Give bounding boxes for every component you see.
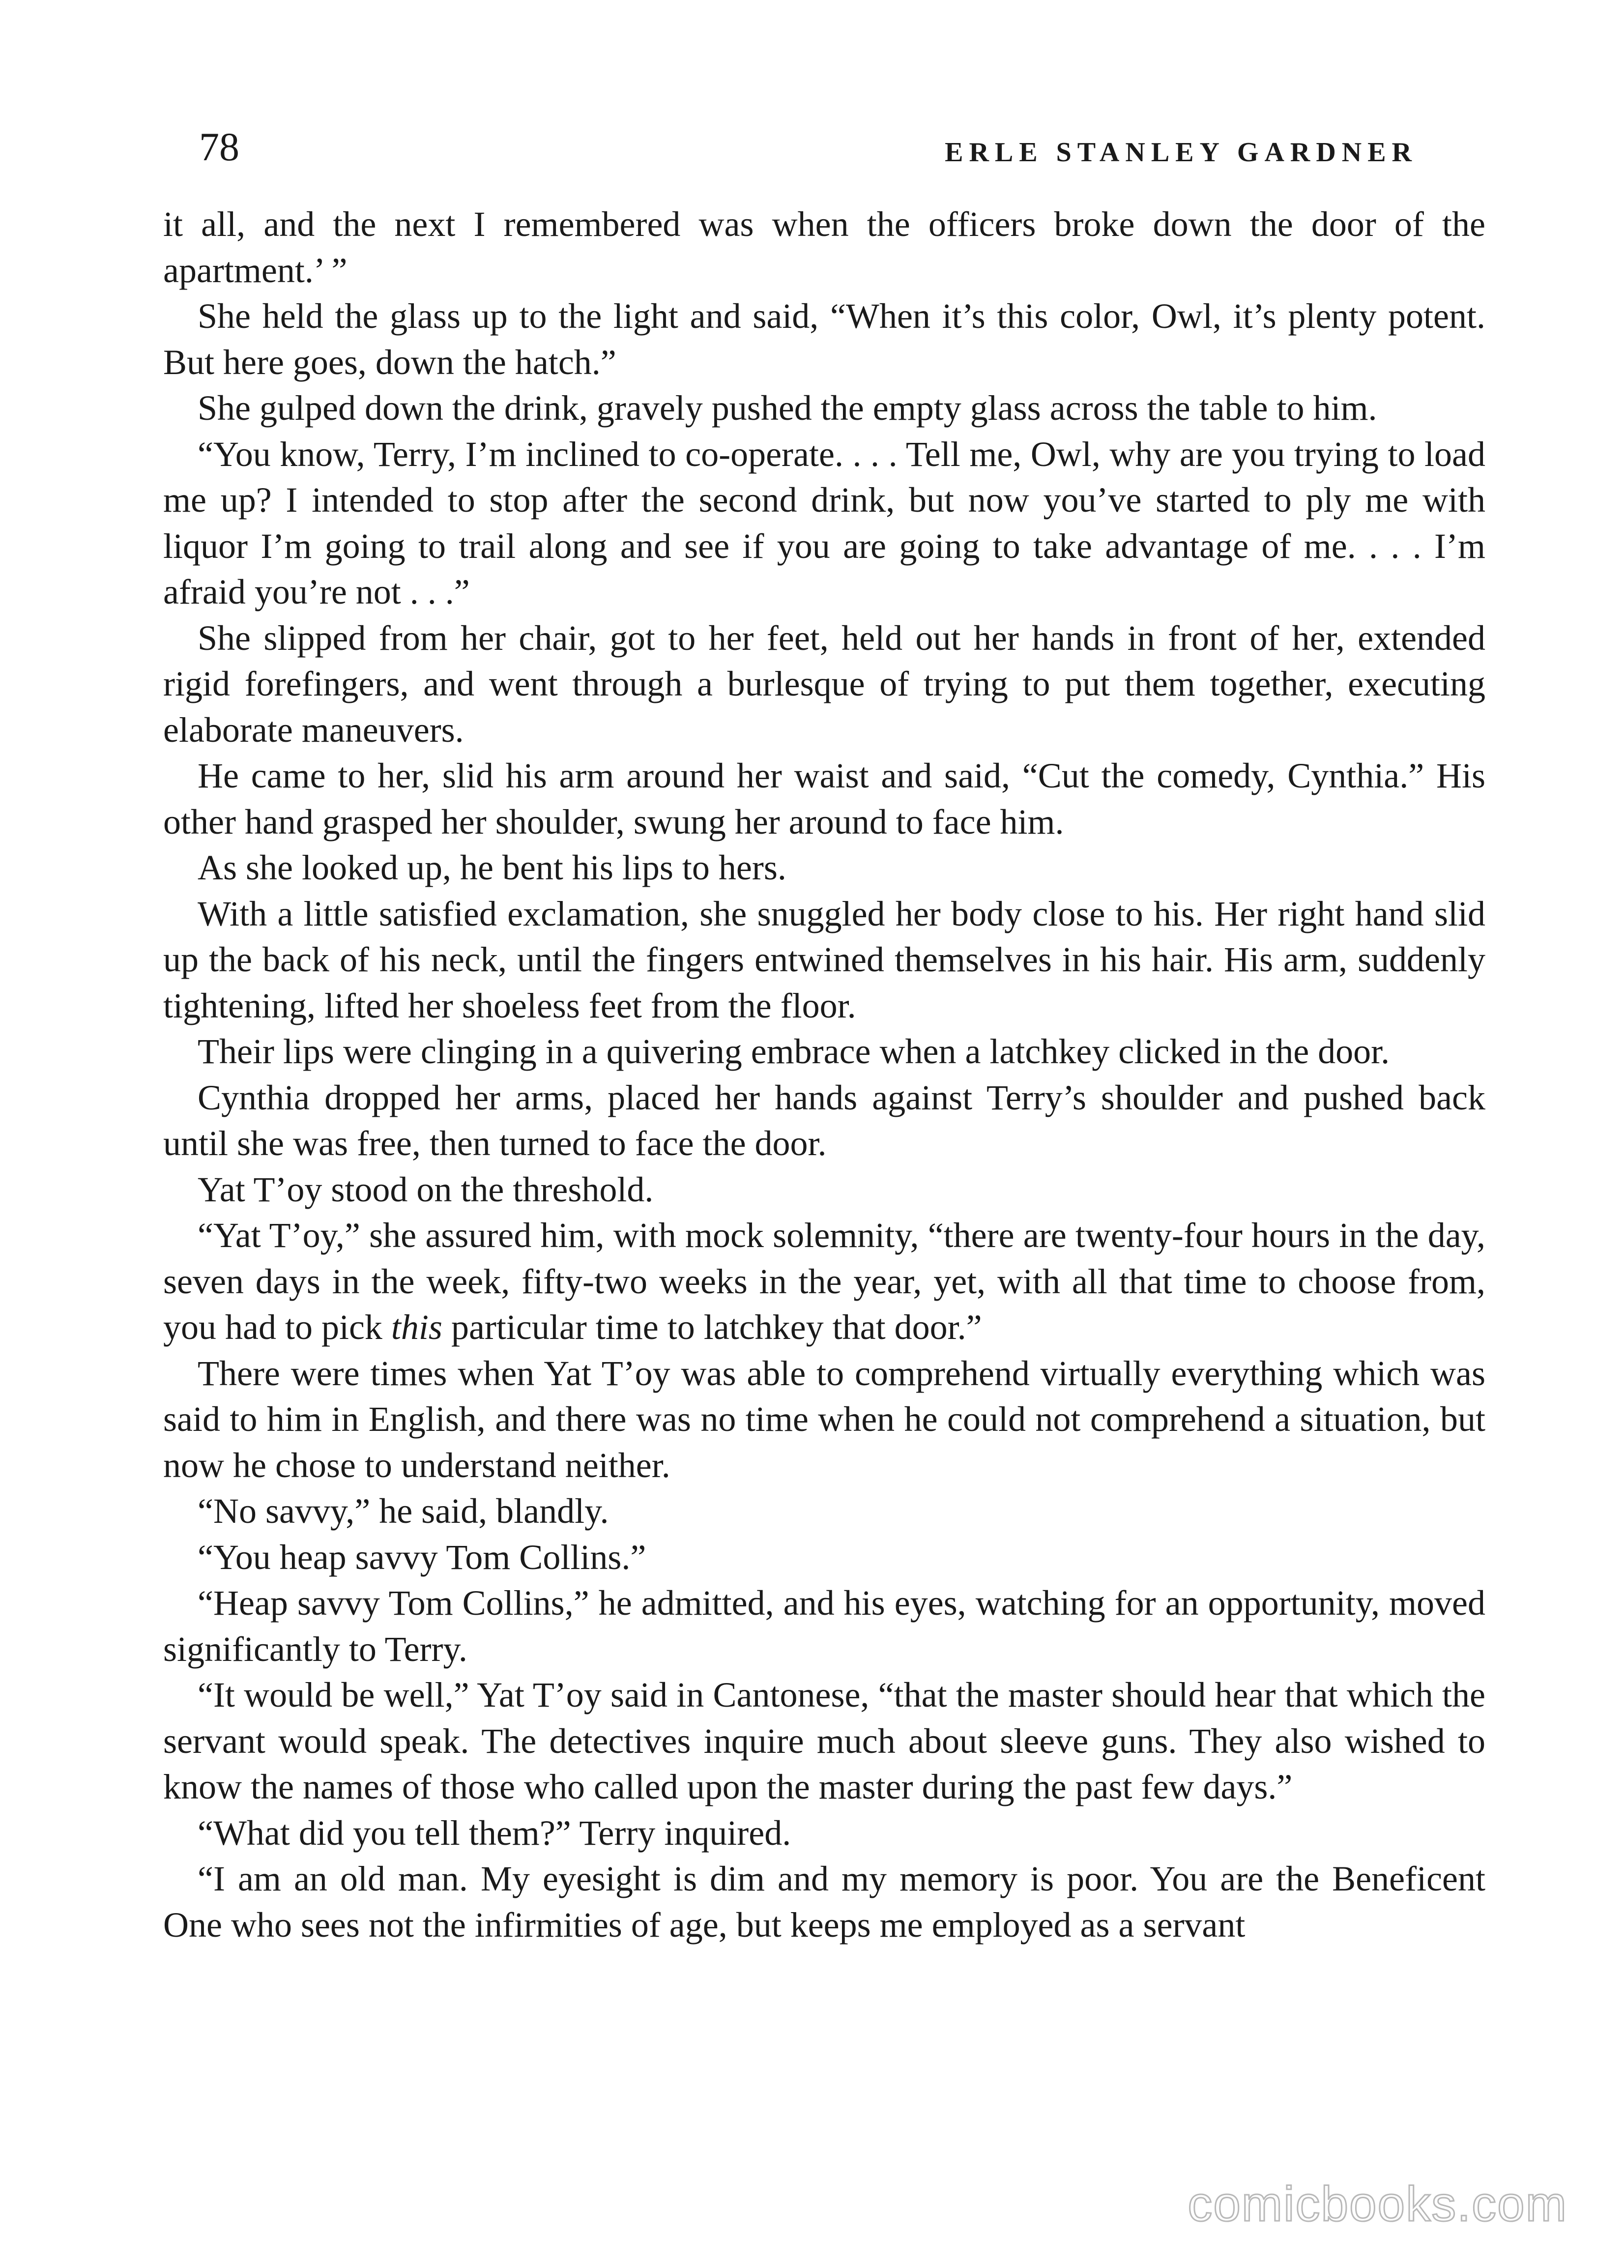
paragraph: Yat T’oy stood on the threshold. bbox=[198, 1169, 654, 1209]
watermark: comicbooks.com bbox=[1188, 2177, 1567, 2232]
paragraph-text: “Yat T’oy,” she assured him, with mock solemnity, “there are twenty-four hours in the day, seven days in the week, fifty-two weeks in the year, yet, with all that time to choose from, you had to pick bbox=[163, 1216, 1485, 1347]
paragraph: As she looked up, he bent his lips to hers. bbox=[198, 848, 786, 887]
paragraph: “It would be well,” Yat T’oy said in Cantonese, “that the master should hear that which the servant would speak. The detectives inquire much about sleeve guns. They also wished to know the names of those who called upon the master during the past few days.” bbox=[163, 1675, 1485, 1806]
paragraph: There were times when Yat T’oy was able to comprehend virtually everything which was said to him in English, and there was no time when he could not comprehend a situation, but now he chose to understand neither. bbox=[163, 1353, 1485, 1485]
paragraph: it all, and the next I remembered was when the officers broke down the door of the apartment.’ ” bbox=[163, 204, 1485, 290]
page-number: 78 bbox=[199, 124, 239, 169]
paragraph: Their lips were clinging in a quivering embrace when a latchkey clicked in the door. bbox=[198, 1032, 1390, 1071]
paragraph: With a little satisfied exclamation, she snuggled her body close to his. Her right hand slid up the back of his neck, until the fingers entwined themselves in his hair. His arm, suddenly tightening, lifted her shoeless feet from the floor. bbox=[163, 894, 1485, 1025]
paragraph bbox=[163, 1213, 1485, 1351]
paragraph: “You heap savvy Tom Collins.” bbox=[198, 1537, 646, 1577]
running-head: ERLE STANLEY GARDNER bbox=[945, 137, 1418, 168]
paragraph: He came to her, slid his arm around her waist and said, “Cut the comedy, Cynthia.” His other hand grasped her shoulder, swung her around to face him. bbox=[163, 756, 1485, 842]
paragraph: She held the glass up to the light and said, “When it’s this color, Owl, it’s plenty potent. But here goes, down the hatch.” bbox=[163, 296, 1485, 382]
paragraph: She gulped down the drink, gravely pushed the empty glass across the table to him. bbox=[198, 388, 1377, 428]
paragraph-text: particular time to latchkey that door.” bbox=[442, 1308, 982, 1347]
paragraph: “Heap savvy Tom Collins,” he admitted, and his eyes, watching for an opportunity, moved significantly to Terry. bbox=[163, 1583, 1485, 1669]
emphasized-word: this bbox=[391, 1308, 442, 1347]
paragraph: Cynthia dropped her arms, placed her hands against Terry’s shoulder and pushed back until she was free, then turned to face the door. bbox=[163, 1077, 1485, 1163]
paragraph: “No savvy,” he said, blandly. bbox=[198, 1491, 609, 1531]
paragraph: “What did you tell them?” Terry inquired. bbox=[198, 1813, 791, 1853]
paragraph: She slipped from her chair, got to her feet, held out her hands in front of her, extended rigid forefingers, and went through a burlesque of trying to put them together, executing elaborate maneuvers. bbox=[163, 618, 1485, 750]
paragraph: “You know, Terry, I’m inclined to co-operate. . . . Tell me, Owl, why are you trying to load me up? I intended to stop after the second drink, but now you’ve started to ply me with liquor I’m going to trail along and see if you are going to take advantage of me. . . . I’m afraid you’re not . . .” bbox=[163, 434, 1485, 611]
paragraph: “I am an old man. My eyesight is dim and my memory is poor. You are the Beneficent One who sees not the infirmities of age, but keeps me employed as a servant bbox=[163, 1859, 1485, 1945]
body-text bbox=[163, 202, 1485, 1948]
